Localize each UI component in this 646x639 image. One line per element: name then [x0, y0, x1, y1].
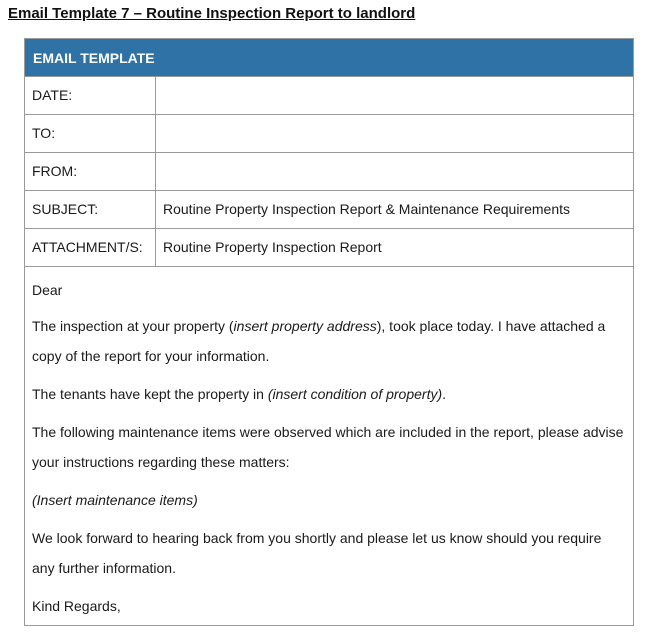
paragraph-maintenance: The following maintenance items were observed which are included in the report, please advise your instructions regarding these matters:: [32, 424, 624, 470]
subject-row: [25, 191, 633, 229]
p1-placeholder: insert property address: [233, 318, 377, 334]
p2-text-b: .: [442, 386, 447, 402]
to-value[interactable]: [156, 115, 633, 152]
subject-value[interactable]: Routine Property Inspection Report & Maintenance Requirements: [163, 201, 570, 217]
greeting: Dear: [32, 282, 63, 298]
p4-placeholder: (Insert maintenance items): [32, 492, 198, 508]
attachment-row: [25, 229, 633, 267]
attachment-label: ATTACHMENT/S:: [25, 229, 156, 266]
p2-text-a: The tenants have kept the property in: [32, 386, 268, 402]
date-value[interactable]: [156, 77, 633, 114]
table-header: EMAIL TEMPLATE: [25, 39, 633, 77]
closing: Kind Regards,: [32, 598, 121, 614]
p1-text-a: The inspection at your property (: [32, 318, 234, 334]
from-value[interactable]: [156, 153, 633, 190]
paragraph-inspection: [32, 311, 626, 371]
paragraph-condition: [32, 379, 626, 409]
date-row: [25, 77, 633, 115]
document-title: Email Template 7 – Routine Inspection Report to landlord: [8, 5, 416, 22]
email-body[interactable]: [25, 267, 633, 625]
p2-placeholder: (insert condition of property): [267, 386, 443, 402]
paragraph-closing-request: We look forward to hearing back from you shortly and please let us know should you require any further information.: [32, 530, 602, 576]
subject-label: SUBJECT:: [25, 191, 156, 228]
email-template-table: [24, 38, 634, 626]
attachment-value[interactable]: Routine Property Inspection Report: [163, 239, 382, 255]
paragraph-maintenance-items: [32, 485, 626, 515]
to-label: TO:: [25, 115, 156, 152]
p1-text-b: ), took place today. I have attached a copy of the report for your information.: [32, 318, 606, 364]
date-label: DATE:: [25, 77, 156, 114]
to-row: [25, 115, 633, 153]
from-label: FROM:: [25, 153, 156, 190]
from-row: [25, 153, 633, 191]
